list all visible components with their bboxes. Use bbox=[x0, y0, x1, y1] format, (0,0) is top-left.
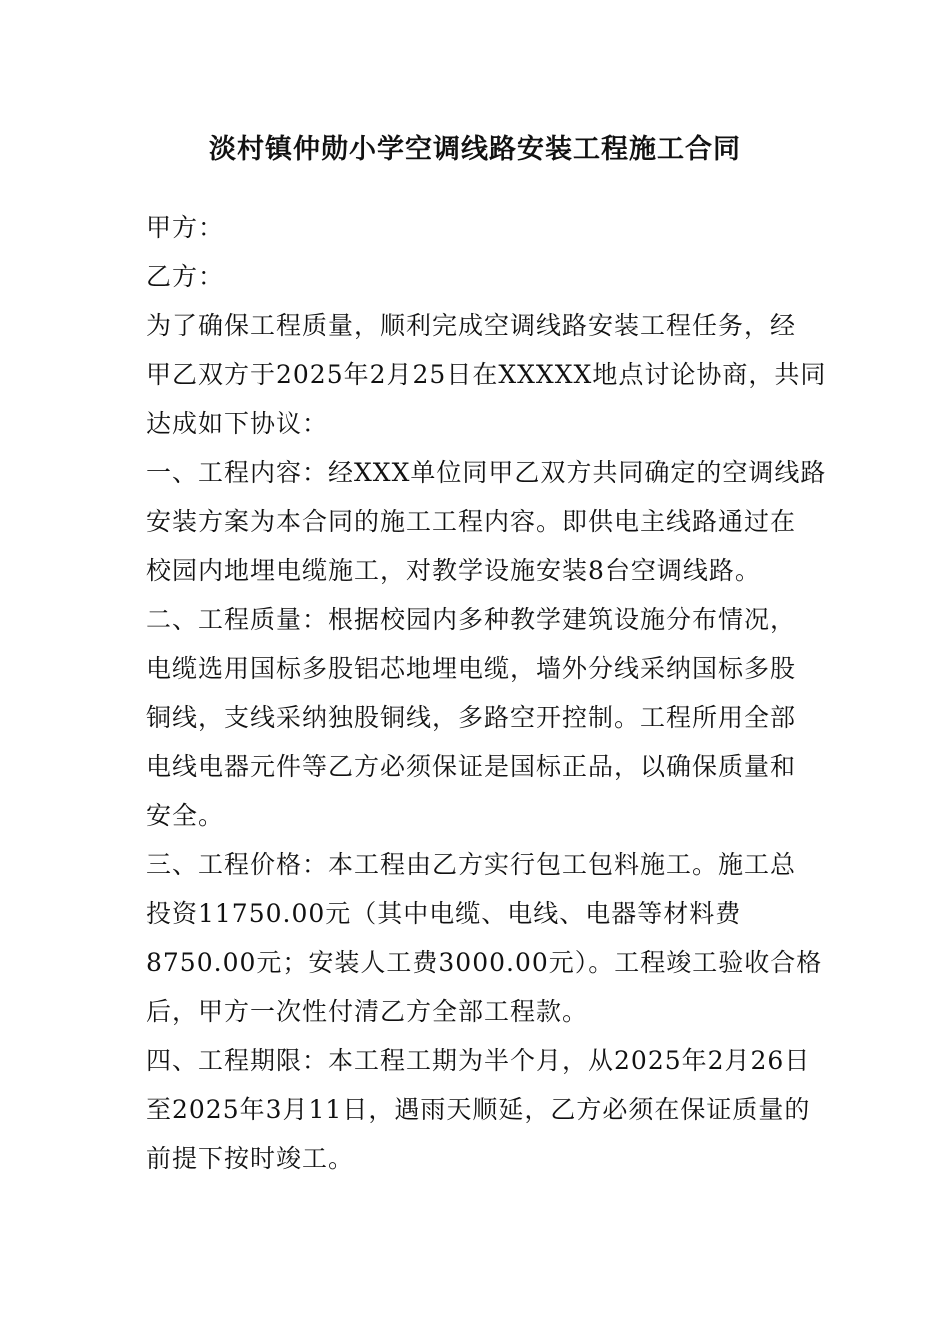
document-title: 淡村镇仲勋小学空调线路安装工程施工合同 bbox=[209, 134, 741, 165]
preamble-line-2: 甲乙双方于2025年2月25日在XXXXX地点讨论协商，共同 bbox=[146, 360, 827, 389]
clause-4-line-3: 前提下按时竣工。 bbox=[146, 1144, 355, 1173]
clause-1-line-1: 一、工程内容：经XXX单位同甲乙双方共同确定的空调线路 bbox=[146, 458, 827, 487]
clause-3-line-3: 8750.00元；安装人工费3000.00元）。工程竣工验收合格 bbox=[146, 948, 823, 977]
clause-3-line-1: 三、工程价格：本工程由乙方实行包工包料施工。施工总 bbox=[146, 850, 797, 879]
preamble-line-3: 达成如下协议： bbox=[146, 409, 329, 438]
clause-2-line-4: 电线电器元件等乙方必须保证是国标正品，以确保质量和 bbox=[146, 752, 797, 781]
clause-2-line-5: 安全。 bbox=[146, 801, 225, 830]
party-a-line: 甲方： bbox=[146, 213, 225, 242]
party-b-line: 乙方： bbox=[146, 262, 225, 291]
clause-4-line-2: 至2025年3月11日，遇雨天顺延，乙方必须在保证质量的 bbox=[146, 1095, 811, 1124]
preamble-line-1: 为了确保工程质量，顺利完成空调线路安装工程任务，经 bbox=[146, 311, 797, 340]
clause-1-line-2: 安装方案为本合同的施工工程内容。即供电主线路通过在 bbox=[146, 507, 797, 536]
clause-1-line-3: 校园内地埋电缆施工，对教学设施安装8台空调线路。 bbox=[146, 556, 761, 585]
clause-3-line-4: 后，甲方一次性付清乙方全部工程款。 bbox=[146, 997, 589, 1026]
clause-2-line-2: 电缆选用国标多股铝芯地埋电缆，墙外分线采纳国标多股 bbox=[146, 654, 797, 683]
clause-4-line-1: 四、工程期限：本工程工期为半个月，从2025年2月26日 bbox=[146, 1046, 811, 1075]
clause-2-line-3: 铜线，支线采纳独股铜线，多路空开控制。工程所用全部 bbox=[146, 703, 797, 732]
clause-3-line-2: 投资11750.00元（其中电缆、电线、电器等材料费 bbox=[146, 899, 742, 928]
clause-2-line-1: 二、工程质量：根据校园内多种教学建筑设施分布情况， bbox=[146, 605, 797, 634]
contract-body bbox=[146, 203, 827, 1183]
